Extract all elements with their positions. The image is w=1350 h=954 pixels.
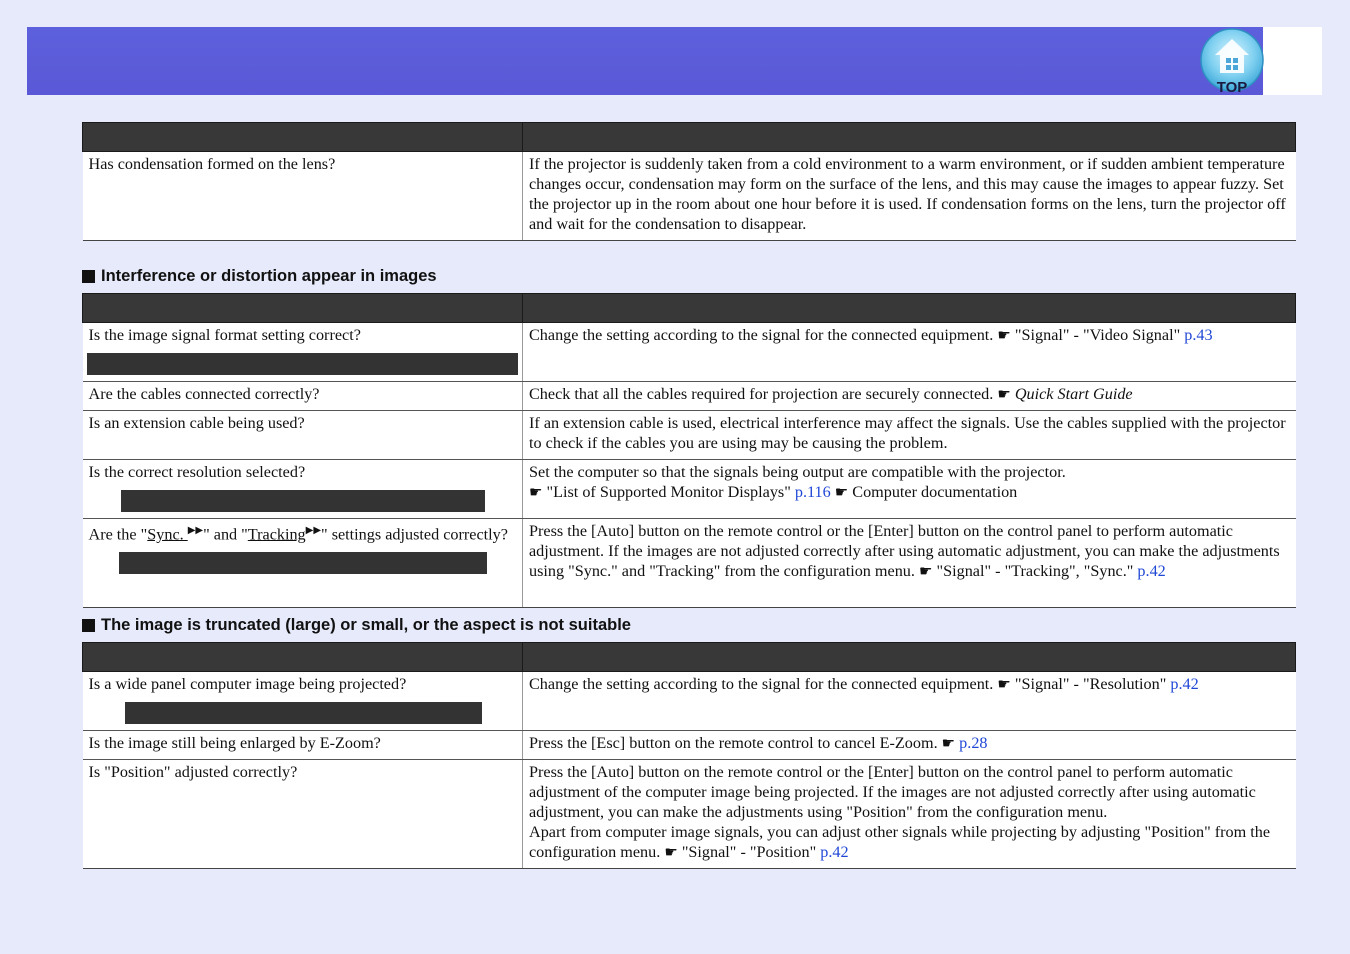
- check-cell: [83, 323, 523, 382]
- header-cell: [83, 123, 523, 152]
- aspect-table: [82, 642, 1296, 869]
- pointing-hand-icon: ☛: [529, 483, 543, 501]
- reference-text: "Signal" - "Resolution": [1014, 675, 1167, 693]
- pointing-hand-icon: ☛: [997, 385, 1011, 403]
- page-link[interactable]: p.43: [1184, 326, 1213, 344]
- redacted-bar: [87, 353, 519, 375]
- pointing-hand-icon: ☛: [997, 326, 1011, 344]
- reference-text: "List of Supported Monitor Displays": [546, 483, 791, 501]
- check-text: Is a wide panel computer image being projected?: [88, 675, 407, 693]
- section-title-truncated: [82, 614, 1295, 636]
- remedy-text: Press the [Auto] button on the remote control or the [Enter] button on the control panel to perform automatic adjustment. If the images are not adjusted correctly after using automatic adjustment, you can make the adjustments using "Sync." and "Tracking" from the configuration menu.: [529, 522, 1280, 580]
- remedy-text: Change the setting according to the signal for the connected equipment.: [529, 326, 994, 344]
- remedy-cell: [523, 519, 1296, 608]
- check-cell: [83, 672, 523, 731]
- page-link[interactable]: p.42: [1170, 675, 1199, 693]
- section-title-interference: [82, 265, 1295, 287]
- top-label: TOP: [1216, 79, 1248, 95]
- table-header-row: [83, 643, 1296, 672]
- table-row: [83, 411, 1296, 460]
- remedy-cell: [523, 460, 1296, 519]
- glossary-link-tracking[interactable]: Tracking: [247, 525, 306, 544]
- table-row: [83, 460, 1296, 519]
- remedy-cell: If an extension cable is used, electrical interference may affect the signals. Use the cables supplied with the projector to check if the cables you are using may be causing the problem.: [523, 411, 1296, 460]
- table-row: [83, 760, 1296, 869]
- reference-text: Quick Start Guide: [1014, 385, 1133, 403]
- remedy-cell: [523, 382, 1296, 411]
- page-header-bar: [27, 27, 1263, 95]
- pointing-hand-icon: ☛: [834, 483, 849, 501]
- glossary-link-sync[interactable]: Sync.: [147, 525, 188, 544]
- remedy-cell: If the projector is suddenly taken from a cold environment to a warm environment, or if sudden ambient temperature changes occur, condensation may form on the surface of the lens, and this may cause the images to appear fuzzy. Set the projector up in the room about one hour before it is used. If condensation forms on the lens, turn the projector off and wait for the condensation to disappear.: [523, 152, 1296, 241]
- header-cell: [83, 294, 523, 323]
- header-cell: [523, 643, 1296, 672]
- check-cell: Is "Position" adjusted correctly?: [83, 760, 523, 869]
- redacted-bar: [119, 552, 487, 574]
- check-cell: Are the cables connected correctly?: [83, 382, 523, 411]
- table-row: [83, 323, 1296, 382]
- page-link[interactable]: p.42: [1137, 562, 1166, 580]
- remedy-cell: [523, 323, 1296, 382]
- remedy-cell: [523, 672, 1296, 731]
- content-area: [82, 122, 1295, 869]
- remedy-text: Check that all the cables required for projection are securely connected.: [529, 385, 994, 403]
- section-title-text: The image is truncated (large) or small, or the aspect is not suitable: [101, 616, 631, 634]
- header-cell: [83, 643, 523, 672]
- check-text: Is the image signal format setting correct?: [88, 326, 361, 344]
- table-row: [83, 382, 1296, 411]
- page-link[interactable]: p.42: [820, 843, 849, 861]
- remedy-text: Change the setting according to the signal for the connected equipment.: [529, 675, 994, 693]
- pointing-hand-icon: ☛: [997, 675, 1011, 693]
- check-text: Are the "Sync. ▶▶" and "Tracking▶▶" settings adjusted correctly?: [88, 525, 508, 544]
- check-cell: Is an extension cable being used?: [83, 411, 523, 460]
- remedy-text: Apart from computer image signals, you can adjust other signals while projecting by adjusting "Position" from the configuration menu.: [529, 823, 1271, 861]
- header-right-panel: [1263, 27, 1322, 95]
- check-cell: [83, 519, 523, 608]
- reference-text: "Signal" - "Video Signal": [1014, 326, 1181, 344]
- check-cell: [83, 460, 523, 519]
- reference-text: "Signal" - "Position": [681, 843, 817, 861]
- remedy-text: Press the [Auto] button on the remote control or the [Enter] button on the control panel to perform automatic adjustment of the computer image being projected. If the images are not adjusted correctly after using automatic adjustment, you can make the adjustments using "Position" from the configuration menu.: [529, 763, 1256, 821]
- glossary-arrow-icon: ▶▶: [187, 525, 204, 536]
- pointing-hand-icon: ☛: [941, 734, 956, 752]
- condensation-table: [82, 122, 1296, 241]
- remedy-text: Set the computer so that the signals being output are compatible with the projector.: [529, 463, 1066, 481]
- page-link[interactable]: p.28: [959, 734, 988, 752]
- check-cell: Is the image still being enlarged by E-Zoom?: [83, 731, 523, 760]
- remedy-cell: [523, 731, 1296, 760]
- interference-table: [82, 293, 1296, 608]
- section-title-text: Interference or distortion appear in images: [101, 267, 437, 285]
- redacted-bar: [121, 490, 485, 512]
- pointing-hand-icon: ☛: [919, 562, 933, 580]
- table-header-row: [83, 123, 1296, 152]
- header-cell: [523, 123, 1296, 152]
- remedy-text: Press the [Esc] button on the remote control to cancel E-Zoom.: [529, 734, 938, 752]
- check-text: Is the correct resolution selected?: [88, 463, 306, 481]
- header-cell: [523, 294, 1296, 323]
- check-cell: Has condensation formed on the lens?: [83, 152, 523, 241]
- table-row: [83, 519, 1296, 608]
- square-bullet-icon: [82, 619, 95, 632]
- glossary-arrow-icon: ▶▶: [305, 525, 322, 536]
- table-row: [83, 731, 1296, 760]
- reference-text: "Signal" - "Tracking", "Sync.": [936, 562, 1134, 580]
- pointing-hand-icon: ☛: [664, 843, 678, 861]
- table-row: [83, 672, 1296, 731]
- square-bullet-icon: [82, 270, 95, 283]
- top-button[interactable]: [1199, 27, 1265, 95]
- page-link[interactable]: p.116: [794, 483, 831, 501]
- table-header-row: [83, 294, 1296, 323]
- reference-text: Computer documentation: [852, 483, 1018, 501]
- remedy-cell: [523, 760, 1296, 869]
- home-icon: [1199, 27, 1265, 95]
- table-row: [83, 152, 1296, 241]
- redacted-bar: [125, 702, 482, 724]
